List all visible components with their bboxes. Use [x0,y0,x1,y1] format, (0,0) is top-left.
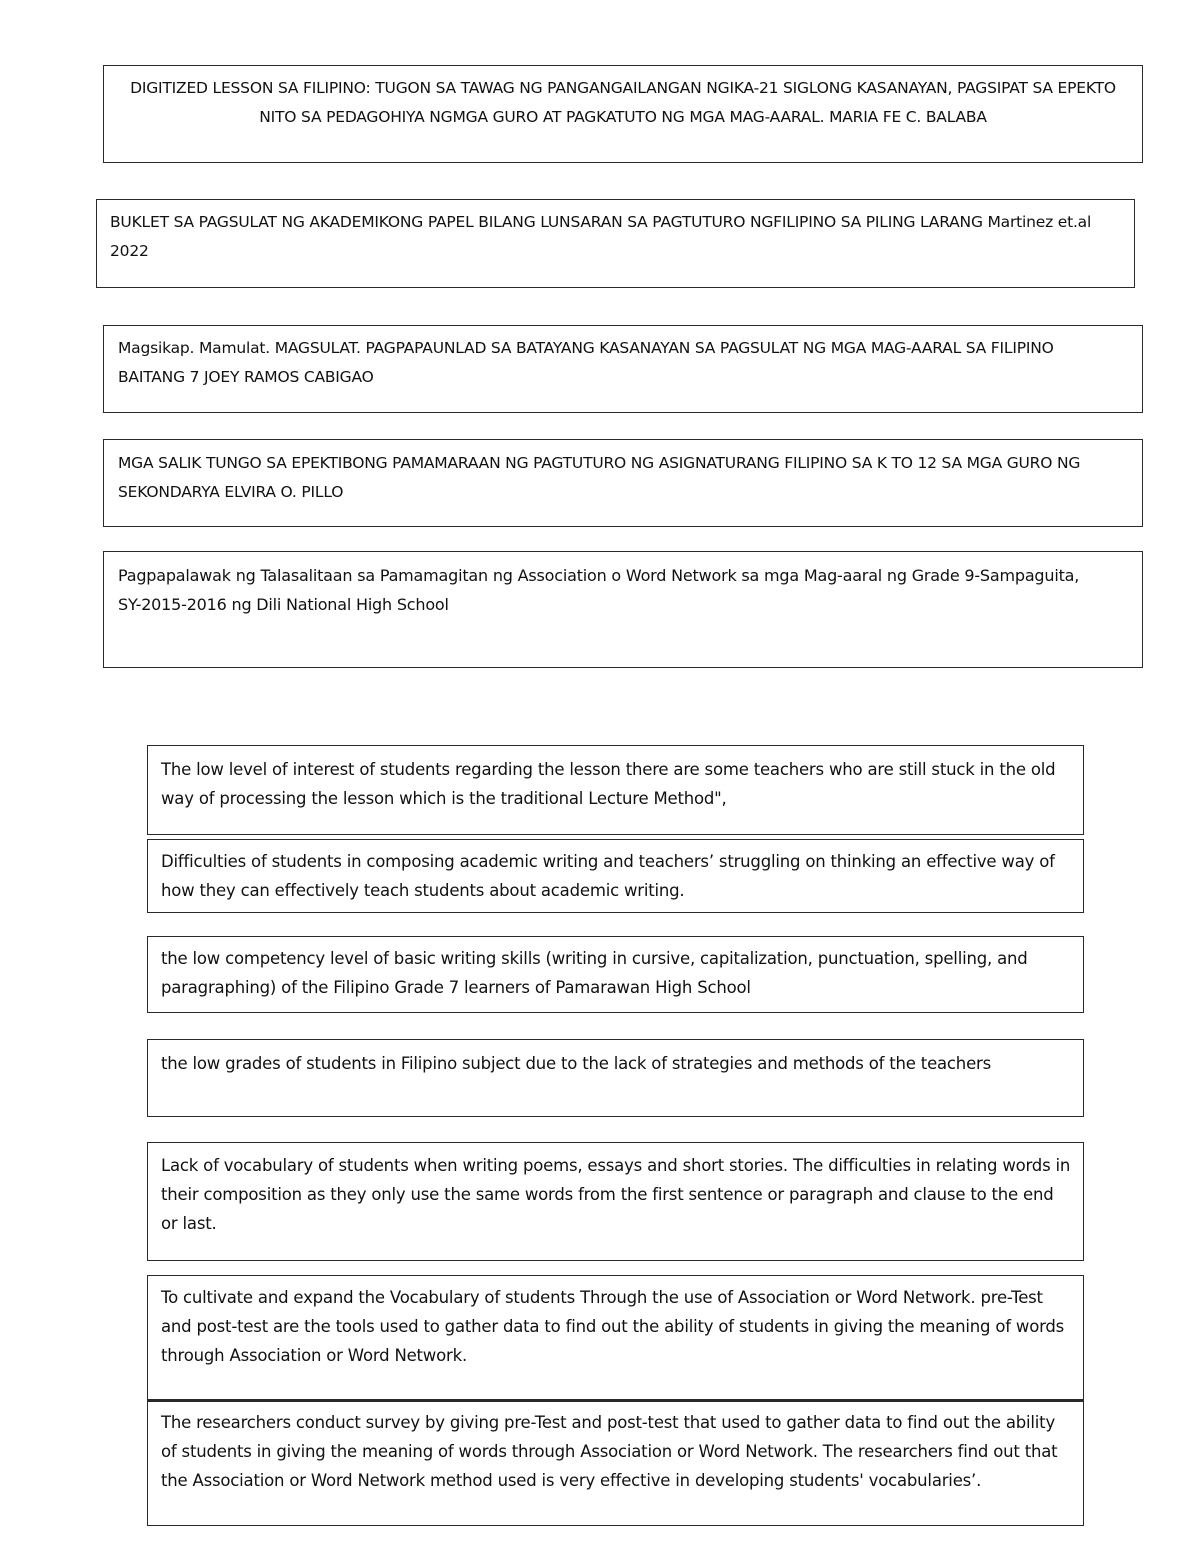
note-box-4 [147,1039,1084,1117]
title-box-4 [103,439,1143,527]
title-text-4: MGA SALIK TUNGO SA EPEKTIBONG PAMAMARAAN NG PAGTUTURO NG ASIGNATURANG FILIPINO SA K TO 12 SA MGA GURO NG SEKONDARYA ELVIRA O. PILLO [118,454,1081,501]
title-text-3: Magsikap. Mamulat. MAGSULAT. PAGPAPAUNLAD SA BATAYANG KASANAYAN SA PAGSULAT NG MGA MAG-AARAL SA FILIPINO BAITANG 7 JOEY RAMOS CABIGAO [118,339,1054,386]
title-text-1: DIGITIZED LESSON SA FILIPINO: TUGON SA TAWAG NG PANGANGAILANGAN NGIKA-21 SIGLONG KASANAYAN, PAGSIPAT SA EPEKTO NITO SA PEDAGOHIYA NGMGA GURO AT PAGKATUTO NG MGA MAG-AARAL. MARIA FE C. BALABA [130,79,1116,126]
title-box-1 [103,65,1143,163]
note-box-5 [147,1142,1084,1261]
note-text-3: the low competency level of basic writing skills (writing in cursive, capitalization, punctuation, spelling, and paragraphing) of the Filipino Grade 7 learners of Pamarawan High School [161,949,1028,997]
note-box-1 [147,745,1084,835]
title-box-5 [103,551,1143,668]
title-text-5: Pagpapalawak ng Talasalitaan sa Pamamagitan ng Association o Word Network sa mga Mag-aaral ng Grade 9-Sampaguita, SY-2015-2016 ng Dili National High School [118,566,1080,614]
note-box-2 [147,839,1084,913]
note-text-1: The low level of interest of students regarding the lesson there are some teachers who are still stuck in the old way of processing the lesson which is the traditional Lecture Method", [161,760,1056,808]
note-text-4: the low grades of students in Filipino subject due to the lack of strategies and methods of the teachers [161,1054,991,1073]
title-box-3 [103,325,1143,413]
title-text-2: BUKLET SA PAGSULAT NG AKADEMIKONG PAPEL BILANG LUNSARAN SA PAGTUTURO NGFILIPINO SA PILING LARANG Martinez et.al 2022 [110,213,1092,260]
note-box-6 [147,1275,1084,1401]
note-text-2: Difficulties of students in composing academic writing and teachers’ struggling on thinking an effective way of how they can effectively teach students about academic writing. [161,852,1055,900]
note-text-5: Lack of vocabulary of students when writing poems, essays and short stories. The difficulties in relating words in their composition as they only use the same words from the first sentence or paragraph and clause to the end or last. [161,1156,1071,1233]
note-box-7 [147,1399,1084,1526]
note-box-3 [147,936,1084,1013]
note-text-7: The researchers conduct survey by giving pre-Test and post-test that used to gather data to find out the ability of students in giving the meaning of words through Association or Word Network. The researchers find out that the Association or Word Network method used is very effective in developing students' vocabularies’. [161,1413,1058,1490]
title-box-2 [96,199,1135,288]
note-text-6: To cultivate and expand the Vocabulary of students Through the use of Association or Word Network. pre-Test and post-test are the tools used to gather data to find out the ability of students in giving the meaning of words through Association or Word Network. [161,1288,1065,1365]
